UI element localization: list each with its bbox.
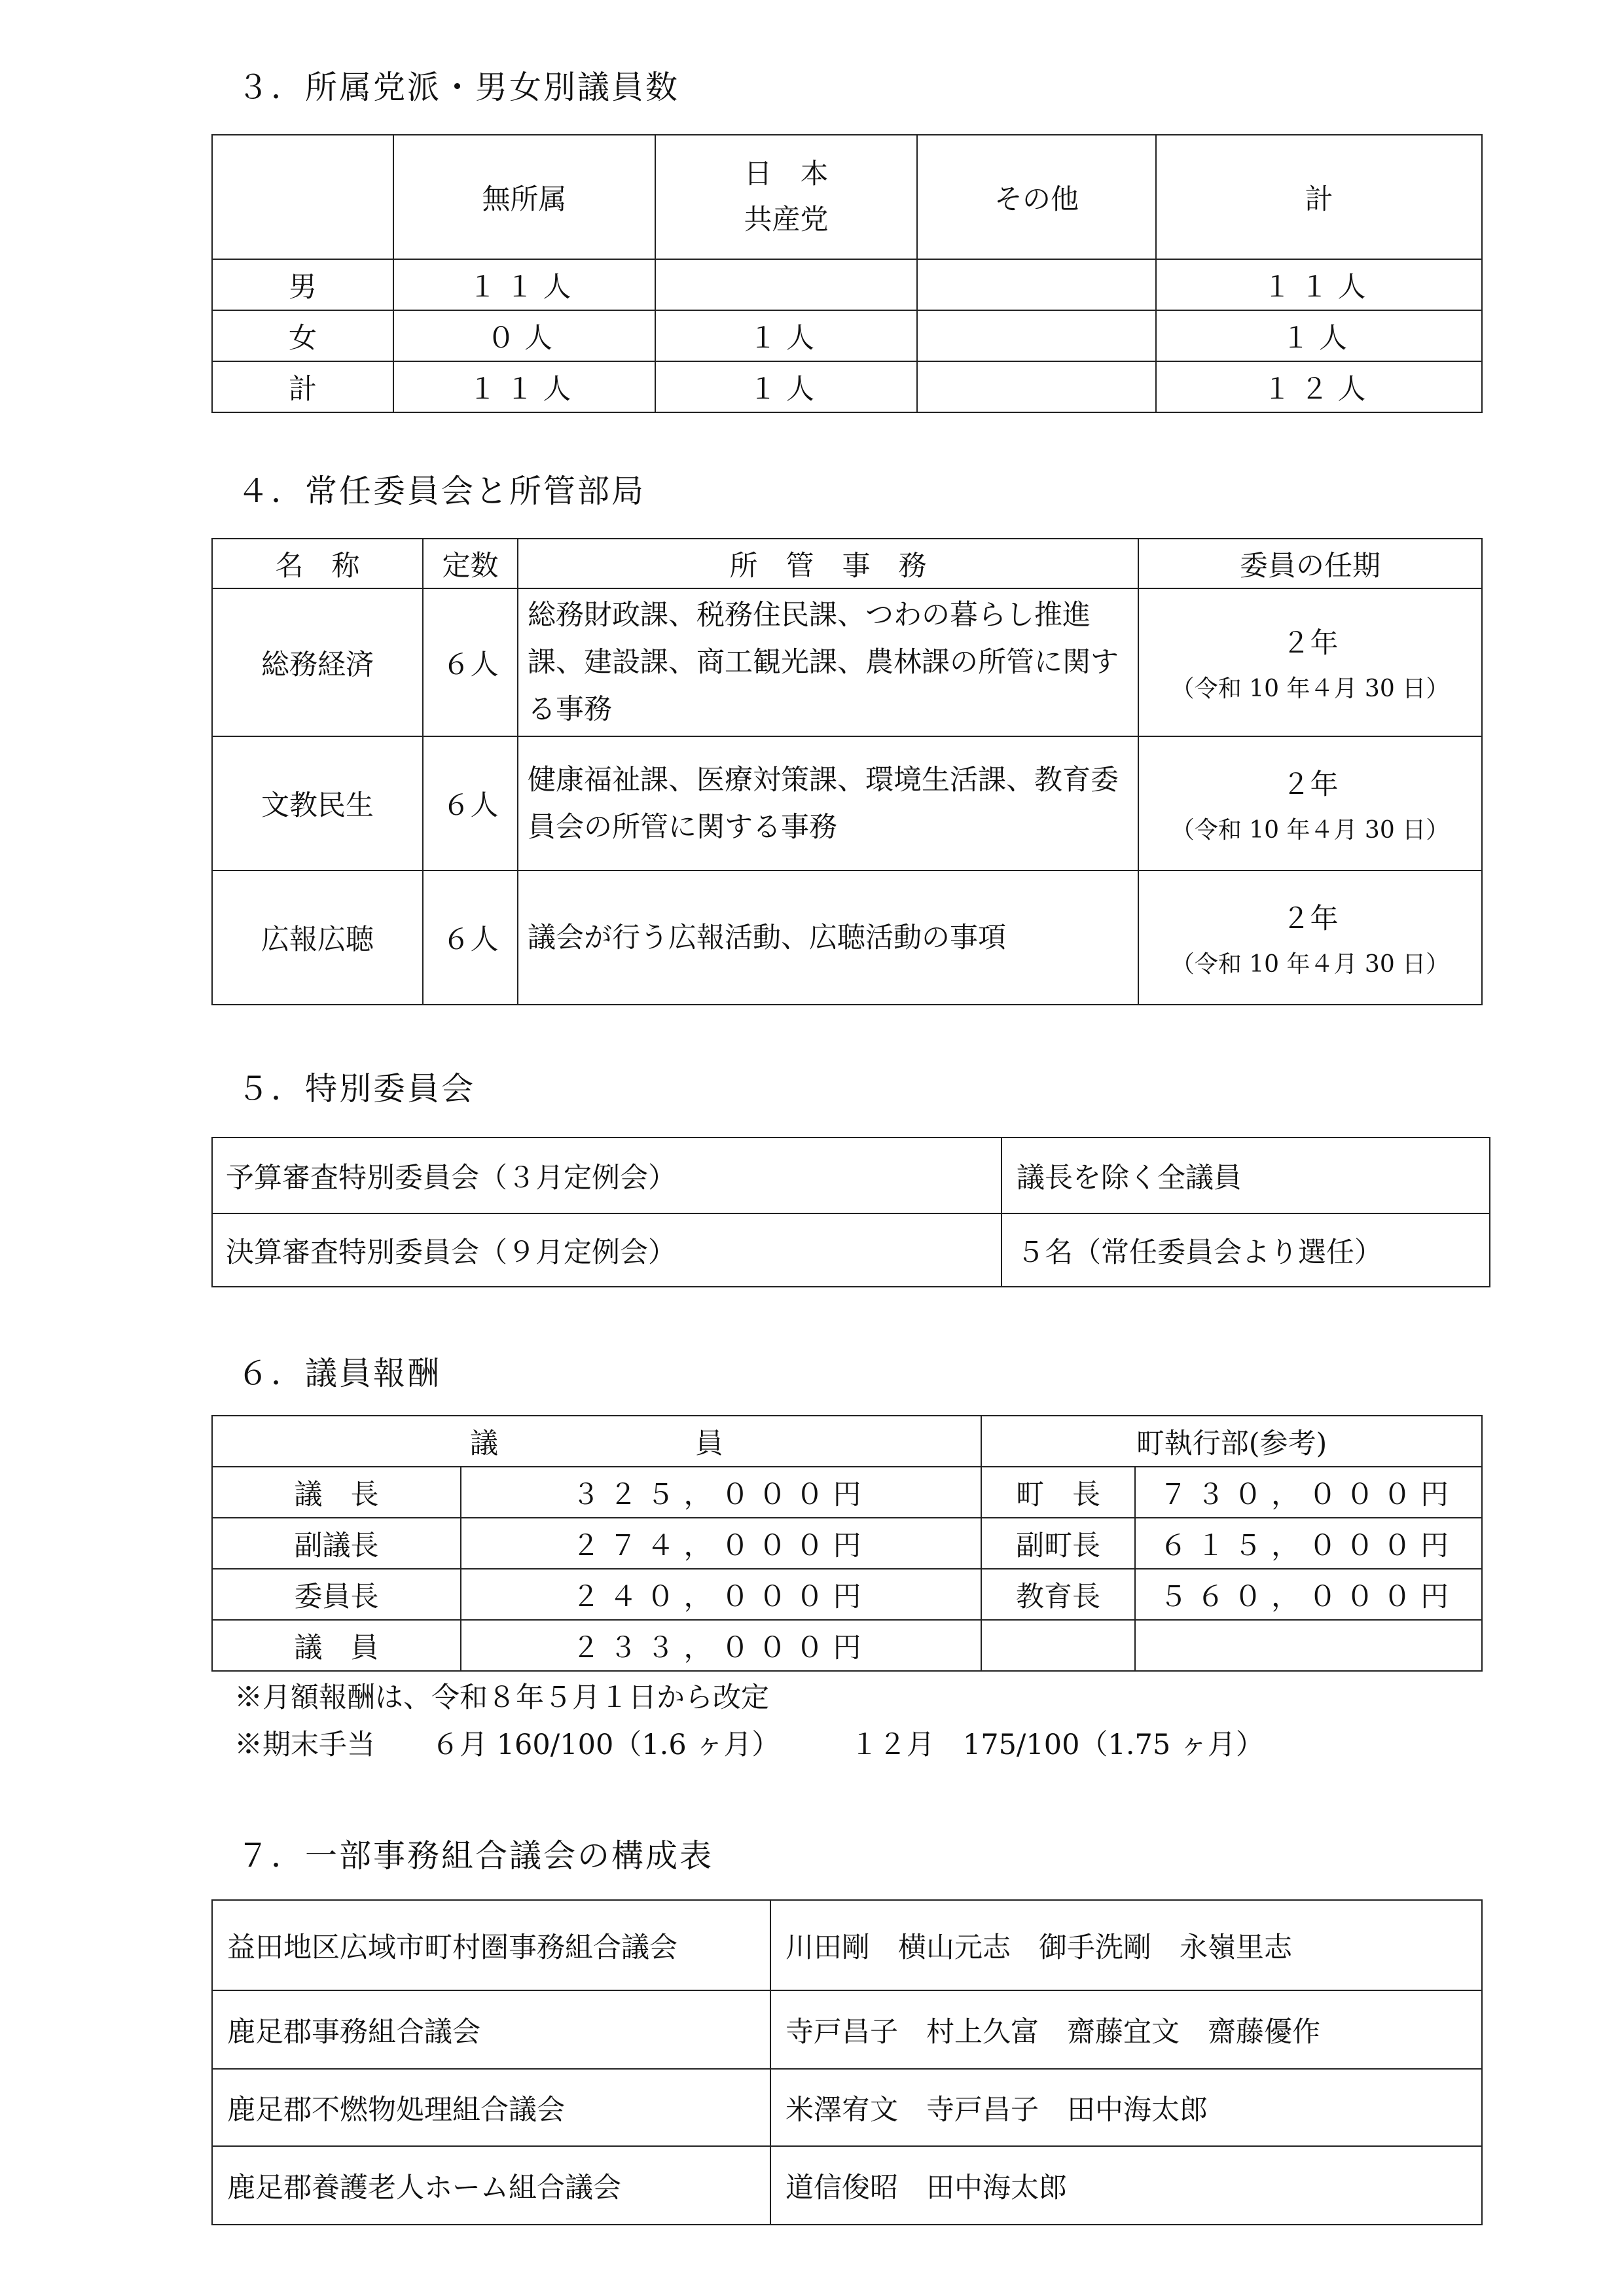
party-gender-table: [211, 134, 1483, 413]
committee-count: ６人: [423, 736, 518, 870]
compensation-table: [211, 1415, 1483, 1672]
committee-count: ６人: [423, 870, 518, 1005]
cell: １人: [1156, 310, 1482, 361]
section-7-title: ７．一部事務組合議会の構成表: [237, 1837, 714, 1874]
header-independent: 無所属: [393, 135, 655, 259]
table-row: [212, 1620, 1482, 1671]
cell: [655, 259, 917, 310]
header-blank: [212, 135, 393, 259]
role: 副議長: [212, 1518, 461, 1569]
cell: [917, 361, 1156, 412]
table-row: [212, 588, 1482, 736]
header-jcp-line2: 共産党: [744, 204, 829, 236]
exec-role: 町 長: [981, 1467, 1135, 1518]
table-row: [212, 2146, 1482, 2225]
table-row: [212, 1990, 1482, 2069]
table-row: [212, 259, 1482, 310]
exec-amount: ５６０，０００円: [1135, 1569, 1482, 1620]
exec-amount: ７３０，０００円: [1135, 1467, 1482, 1518]
table-row: [212, 870, 1482, 1005]
cell: １人: [655, 361, 917, 412]
association-members: 道信俊昭 田中海太郎: [770, 2146, 1482, 2225]
term-years: ２年: [1282, 627, 1339, 660]
header-members: 議 員: [212, 1416, 981, 1467]
committee-term: [1138, 870, 1482, 1005]
table-row: [212, 736, 1482, 870]
cell: １１人: [1156, 259, 1482, 310]
special-committee-table: [211, 1137, 1490, 1287]
association-name: 益田地区広域市町村圏事務組合議会: [212, 1900, 770, 1990]
term-end: （令和 10 年４月 30 日）: [1170, 816, 1450, 844]
cell: [917, 259, 1156, 310]
cell: １１人: [393, 259, 655, 310]
table-row: [212, 310, 1482, 361]
bonus-note: ※期末手当 ６月 160/100（1.6 ヶ月） １２月 175/100（1.75 ヶ月）: [234, 1729, 1264, 1761]
table-row: [212, 1518, 1482, 1569]
cell: １人: [655, 310, 917, 361]
term-end: （令和 10 年４月 30 日）: [1170, 675, 1450, 702]
exec-amount: ６１５，０００円: [1135, 1518, 1482, 1569]
association-name: 鹿足郡不燃物処理組合議会: [212, 2069, 770, 2146]
committee-name: 広報広聴: [212, 870, 423, 1005]
header-jcp: [655, 135, 917, 259]
row-label: 計: [212, 361, 393, 412]
header-other: その他: [917, 135, 1156, 259]
exec-role: 副町長: [981, 1518, 1135, 1569]
special-committee-members: ５名（常任委員会より選任）: [1001, 1213, 1490, 1287]
role: 委員長: [212, 1569, 461, 1620]
association-name: 鹿足郡養護老人ホーム組合議会: [212, 2146, 770, 2225]
header-name: 名 称: [212, 539, 423, 588]
table-row: [212, 1213, 1490, 1287]
cell: [917, 310, 1156, 361]
role: 議 長: [212, 1467, 461, 1518]
table-row: [212, 1138, 1490, 1213]
committee-duties: 健康福祉課、医療対策課、環境生活課、教育委員会の所管に関する事務: [518, 736, 1138, 870]
section-3-title: ３．所属党派・男女別議員数: [237, 69, 680, 106]
cell: １２人: [1156, 361, 1482, 412]
exec-role: [981, 1620, 1135, 1671]
section-5-title: ５．特別委員会: [237, 1070, 476, 1107]
exec-amount: [1135, 1620, 1482, 1671]
special-committee-name: 決算審査特別委員会（９月定例会）: [212, 1213, 1001, 1287]
association-name: 鹿足郡事務組合議会: [212, 1990, 770, 2069]
association-members: 寺戸昌子 村上久富 齋藤宜文 齋藤優作: [770, 1990, 1482, 2069]
amount: ３２５，０００円: [461, 1467, 981, 1518]
association-members: 米澤宥文 寺戸昌子 田中海太郎: [770, 2069, 1482, 2146]
table-header-row: [212, 1416, 1482, 1467]
special-committee-name: 予算審査特別委員会（３月定例会）: [212, 1138, 1001, 1213]
section-6-title: ６．議員報酬: [237, 1355, 442, 1392]
term-years: ２年: [1282, 902, 1339, 935]
header-term: 委員の任期: [1138, 539, 1482, 588]
role: 議 員: [212, 1620, 461, 1671]
committee-term: [1138, 588, 1482, 736]
exec-role: 教育長: [981, 1569, 1135, 1620]
table-row: [212, 1467, 1482, 1518]
committee-duties: 総務財政課、税務住民課、つわの暮らし推進課、建設課、商工観光課、農林課の所管に関する事務: [518, 588, 1138, 736]
table-row: [212, 361, 1482, 412]
special-committee-members: 議長を除く全議員: [1001, 1138, 1490, 1213]
header-duties: 所 管 事 務: [518, 539, 1138, 588]
association-table: [211, 1899, 1483, 2225]
table-header-row: [212, 135, 1482, 259]
section-4-title: ４．常任委員会と所管部局: [237, 473, 646, 510]
committee-term: [1138, 736, 1482, 870]
header-count: 定数: [423, 539, 518, 588]
table-row: [212, 2069, 1482, 2146]
header-total: 計: [1156, 135, 1482, 259]
row-label: 女: [212, 310, 393, 361]
compensation-note: ※月額報酬は、令和８年５月１日から改定: [234, 1681, 769, 1714]
table-row: [212, 1569, 1482, 1620]
table-row: [212, 1900, 1482, 1990]
committee-count: ６人: [423, 588, 518, 736]
committee-name: 文教民生: [212, 736, 423, 870]
cell: ０人: [393, 310, 655, 361]
cell: １１人: [393, 361, 655, 412]
amount: ２４０，０００円: [461, 1569, 981, 1620]
table-header-row: [212, 539, 1482, 588]
term-years: ２年: [1282, 768, 1339, 801]
header-jcp-line1: 日 本: [744, 158, 829, 190]
header-executive: 町執行部(参考): [981, 1416, 1482, 1467]
amount: ２３３，０００円: [461, 1620, 981, 1671]
term-end: （令和 10 年４月 30 日）: [1170, 950, 1450, 978]
committee-duties: 議会が行う広報活動、広聴活動の事項: [518, 870, 1138, 1005]
row-label: 男: [212, 259, 393, 310]
standing-committee-table: [211, 538, 1483, 1005]
association-members: 川田剛 横山元志 御手洗剛 永嶺里志: [770, 1900, 1482, 1990]
amount: ２７４，０００円: [461, 1518, 981, 1569]
committee-name: 総務経済: [212, 588, 423, 736]
